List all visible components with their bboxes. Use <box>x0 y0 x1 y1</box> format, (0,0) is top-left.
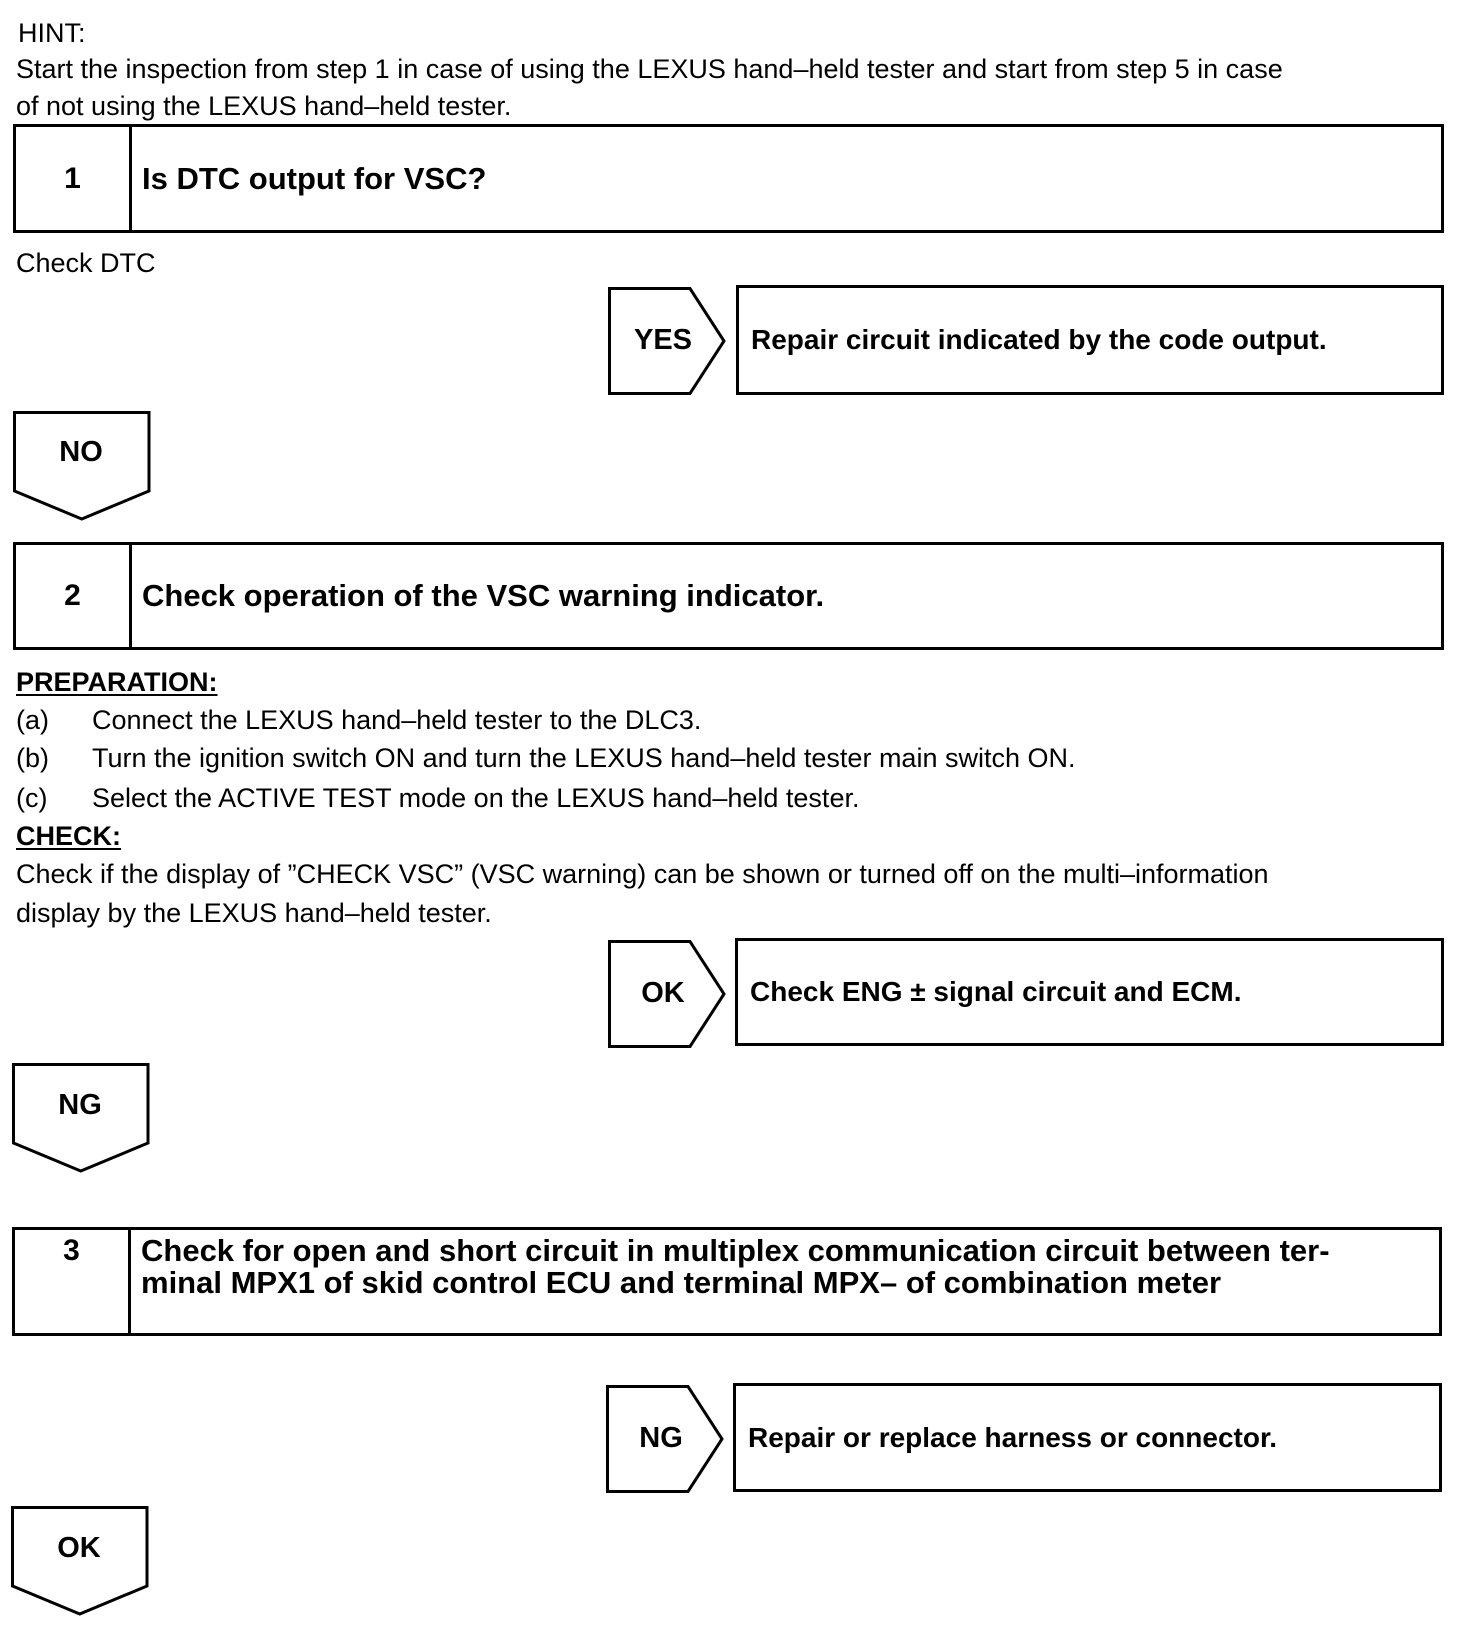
step-1-body: Check DTC <box>16 248 156 278</box>
prep-item-a-text: Connect the LEXUS hand–held tester to the DLC3. <box>92 705 702 735</box>
prep-item-a-marker: (a) <box>16 705 49 735</box>
check-line-2: display by the LEXUS hand–held tester. <box>16 898 492 928</box>
ok-result-box <box>735 938 1444 1046</box>
ng-result-text: Repair or replace harness or connector. <box>748 1421 1278 1453</box>
ng-step3-label: NG <box>639 1422 683 1454</box>
step-3-number: 3 <box>15 1230 131 1333</box>
step-3-title-line-2: minal MPX1 of skid control ECU and terminal MPX– of combination meter <box>141 1265 1222 1300</box>
check-line-1: Check if the display of ”CHECK VSC” (VSC warning) can be shown or turned off on the multi–information <box>16 859 1269 889</box>
ng-label: NG <box>58 1089 102 1121</box>
check-heading: CHECK: <box>16 821 121 851</box>
step-2-box <box>13 542 1444 650</box>
ok-result-text: Check ENG ± signal circuit and ECM. <box>750 976 1242 1007</box>
ok-label: OK <box>641 977 685 1009</box>
hint-heading: HINT: <box>18 18 86 48</box>
step-2-number: 2 <box>16 545 132 647</box>
hint-line-1: Start the inspection from step 1 in case of using the LEXUS hand–held tester and start from step 5 in case <box>16 54 1283 84</box>
yes-result-text: Repair circuit indicated by the code output. <box>751 324 1327 355</box>
prep-item-c-text: Select the ACTIVE TEST mode on the LEXUS hand–held tester. <box>92 783 860 813</box>
hint-line-2: of not using the LEXUS hand–held tester. <box>16 91 512 121</box>
preparation-heading: PREPARATION: <box>16 667 218 697</box>
step-1-title: Is DTC output for VSC? <box>142 161 487 196</box>
yes-result-box <box>736 285 1444 395</box>
prep-item-b-text: Turn the ignition switch ON and turn the LEXUS hand–held tester main switch ON. <box>92 743 1076 773</box>
prep-item-c-marker: (c) <box>16 783 48 813</box>
no-label: NO <box>59 436 103 468</box>
step-1-box <box>13 124 1444 233</box>
step-3-box <box>12 1227 1442 1336</box>
yes-label: YES <box>633 324 693 356</box>
ok-step3-label: OK <box>57 1532 101 1564</box>
step-2-title: Check operation of the VSC warning indicator. <box>142 578 825 613</box>
step-3-title-line-1: Check for open and short circuit in multiplex communication circuit between ter- <box>141 1233 1330 1268</box>
step-1-number: 1 <box>16 127 132 230</box>
ng-result-box <box>733 1383 1442 1492</box>
prep-item-b-marker: (b) <box>16 743 49 773</box>
